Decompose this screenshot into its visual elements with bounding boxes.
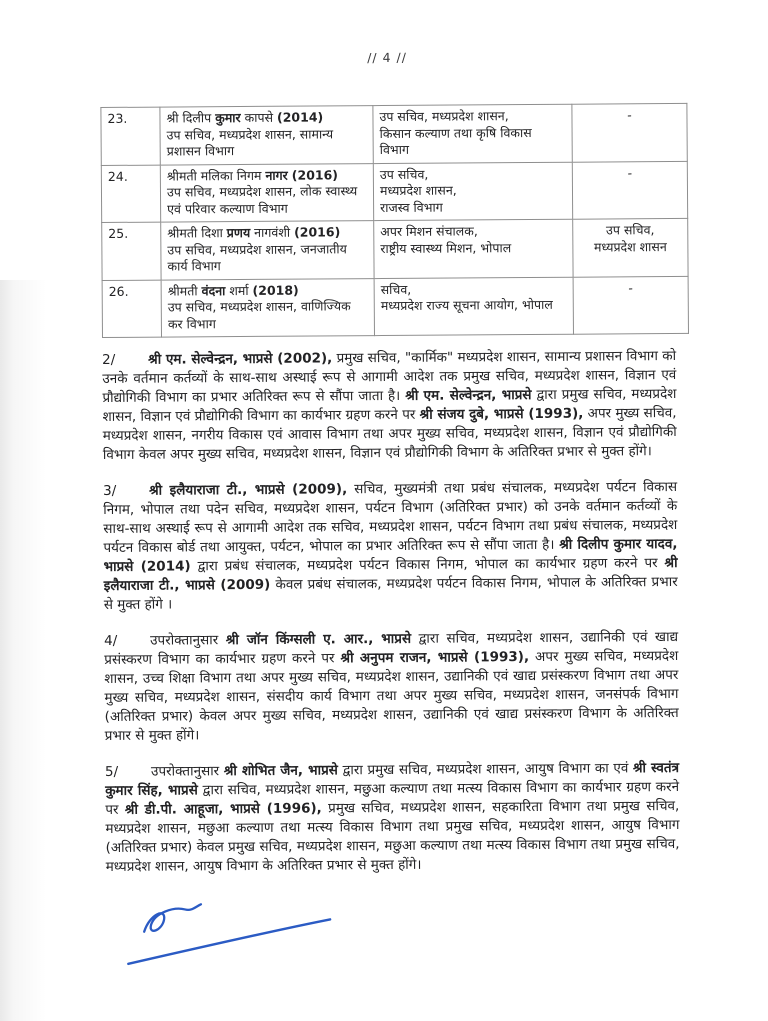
remark-cell: - bbox=[572, 161, 687, 219]
officer-designation: उप सचिव, मध्यप्रदेश शासन, सामान्य प्रशासन विभाग bbox=[166, 125, 334, 159]
table-row bbox=[101, 161, 687, 223]
signature-loop bbox=[144, 904, 201, 931]
officer-cell bbox=[161, 278, 374, 337]
officer-name: श्री दिलीप कुमार कापसे (2014) bbox=[166, 109, 324, 126]
serial-number-cell: 23. bbox=[101, 107, 160, 165]
officer-cell bbox=[160, 106, 373, 165]
page-edge-shadow bbox=[0, 280, 46, 1021]
signature-scribble bbox=[122, 892, 348, 972]
officer-table bbox=[100, 103, 689, 338]
serial-number-cell: 25. bbox=[102, 222, 161, 280]
paragraph-text: श्री इलैयाराजा टी., भाप्रसे (2009), सचिव, मुख्यमंत्री तथा प्रबंध संचालक, मध्यप्रदेश पर्यटन विकास निगम, भोपाल तथा पदेन सचिव, मध्यप्रदेश शासन, पर्यटन विभाग (अतिरिक्त प्रभार) को उनके वर्तमान कर्तव्यों के साथ-साथ अस्थाई रूप से आगामी आदेश तक सचिव, मध्यप्रदेश शासन, पर्यटन विभाग तथा प्रबंध संचालक, मध्यप्रदेश पर्यटन विकास बोर्ड तथा आयुक्त, पर्यटन, भोपाल का प्रभार अतिरिक्त रूप से सौंपा जाता है। श्री दिलीप कुमार यादव, भाप्रसे (2014) द्वारा प्रबंध संचालक, मध्यप्रदेश पर्यटन विकास निगम, भोपाल का कार्यभार ग्रहण करने पर श्री इलैयाराजा टी., भाप्रसे (2009) केवल प्रबंध संचालक, मध्यप्रदेश पर्यटन विकास निगम, भोपाल के अतिरिक्त प्रभार से मुक्त होंगे । bbox=[103, 478, 678, 613]
officer-designation: उप सचिव, मध्यप्रदेश शासन, वाणिज्यिक कर विभाग bbox=[167, 298, 351, 332]
table-row bbox=[102, 218, 688, 280]
table-row bbox=[101, 103, 687, 165]
signature-underline bbox=[128, 919, 330, 963]
officer-cell bbox=[160, 163, 373, 222]
new-posting-cell: उप सचिव, मध्यप्रदेश शासन, राजस्व विभाग bbox=[373, 162, 572, 221]
table-row bbox=[102, 276, 688, 338]
officer-name: श्रीमती मलिका निगम नागर (2016) bbox=[166, 166, 339, 184]
paragraph-3 bbox=[103, 478, 678, 615]
new-posting-cell: सचिव, मध्यप्रदेश राज्य सूचना आयोग, भोपाल bbox=[374, 277, 573, 336]
officer-designation: उप सचिव, मध्यप्रदेश शासन, जनजातीय कार्य विभाग bbox=[167, 240, 347, 274]
page-number: // 4 // bbox=[367, 49, 407, 66]
new-posting-cell: उप सचिव, मध्यप्रदेश शासन, किसान कल्याण तथा कृषि विकास विभाग bbox=[373, 104, 572, 163]
paragraph-4 bbox=[104, 628, 679, 746]
new-posting-cell: अपर मिशन संचालक, राष्ट्रीय स्वास्थ्य मिशन, भोपाल bbox=[374, 219, 573, 278]
remark-cell: - bbox=[572, 103, 687, 161]
paragraph-5 bbox=[105, 759, 680, 877]
officer-name: श्रीमती दिशा प्रणय नागवंशी (2016) bbox=[167, 224, 341, 241]
paragraph-text: श्री एम. सेल्वेन्द्रन, भाप्रसे (2002), प्रमुख सचिव, "कार्मिक" मध्यप्रदेश शासन, सामान्य प्रशासन विभाग को उनके वर्तमान कर्तव्यों के साथ-साथ अस्थाई रूप से आगामी आदेश तक प्रमुख सचिव, मध्यप्रदेश शासन, विज्ञान एवं प्रौद्योगिकी विभाग का प्रभार अतिरिक्त रूप से सौंपा जाता है। श्री एम. सेल्वेन्द्रन, भाप्रसे द्वारा प्रमुख सचिव, मध्यप्रदेश शासन, विज्ञान एवं प्रौद्योगिकी विभाग का कार्यभार ग्रहण करने पर श्री संजय दुबे, भाप्रसे (1993), अपर मुख्य सचिव, मध्यप्रदेश शासन, नगरीय विकास एवं आवास विभाग तथा अपर मुख्य सचिव, मध्यप्रदेश शासन, विज्ञान एवं प्रौद्योगिकी विभाग केवल अपर मुख्य सचिव, मध्यप्रदेश शासन, विज्ञान एवं प्रौद्योगिकी विभाग के अतिरिक्त प्रभार से मुक्त होंगे। bbox=[102, 347, 677, 463]
paragraph-text: उपरोक्तानुसार श्री शोभित जैन, भाप्रसे द्वारा प्रमुख सचिव, मध्यप्रदेश शासन, आयुष विभाग का एवं श्री स्वतंत्र कुमार सिंह, भाप्रसे द्वारा सचिव, मध्यप्रदेश शासन, मछुआ कल्याण तथा मत्स्य विकास विभाग का कार्यभार ग्रहण करने पर श्री डी.पी. आहूजा, भाप्रसे (1996), प्रमुख सचिव, मध्यप्रदेश शासन, सहकारिता विभाग तथा प्रमुख सचिव, मध्यप्रदेश शासन, मछुआ कल्याण तथा मत्स्य विकास विभाग तथा प्रमुख सचिव, मध्यप्रदेश शासन, आयुष विभाग (अतिरिक्त प्रभार) केवल प्रमुख सचिव, मध्यप्रदेश शासन, मछुआ कल्याण तथा मत्स्य विकास विभाग तथा प्रमुख सचिव, मध्यप्रदेश शासन, आयुष विभाग के अतिरिक्त प्रभार से मुक्त होंगे। bbox=[105, 759, 680, 875]
paragraph-number: 4/ bbox=[104, 632, 118, 649]
officer-name: श्रीमती वंदना शर्मा (2018) bbox=[167, 282, 299, 299]
serial-number-cell: 26. bbox=[102, 280, 161, 338]
officer-cell bbox=[161, 221, 374, 280]
remark-cell: - bbox=[573, 276, 688, 334]
remark-cell: उप सचिव, मध्यप्रदेश शासन bbox=[573, 218, 688, 276]
serial-number-cell: 24. bbox=[101, 165, 160, 223]
document-page bbox=[100, 48, 680, 972]
order-paragraphs bbox=[102, 347, 680, 877]
paragraph-number: 3/ bbox=[103, 482, 117, 499]
paragraph-2 bbox=[102, 347, 677, 465]
paragraph-text: उपरोक्तानुसार श्री जॉन किंग्सली ए. आर., भाप्रसे द्वारा सचिव, मध्यप्रदेश शासन, उद्यानिकी एवं खाद्य प्रसंस्करण विभाग का कार्यभार ग्रहण करने पर श्री अनुपम राजन, भाप्रसे (1993), अपर मुख्य सचिव, मध्यप्रदेश शासन, उच्च शिक्षा विभाग तथा अपर मुख्य सचिव, मध्यप्रदेश शासन, उद्यानिकी एवं खाद्य प्रसंस्करण विभाग तथा अपर मुख्य सचिव, मध्यप्रदेश शासन, संसदीय कार्य विभाग तथा अपर मुख्य सचिव, मध्यप्रदेश शासन, जनसंपर्क विभाग (अतिरिक्त प्रभार) केवल अपर मुख्य सचिव, मध्यप्रदेश शासन, उद्यानिकी एवं खाद्य प्रसंस्करण विभाग के अतिरिक्त प्रभार से मुक्त होंगे। bbox=[104, 628, 679, 744]
paragraph-number: 2/ bbox=[102, 351, 116, 368]
officer-designation: उप सचिव, मध्यप्रदेश शासन, लोक स्वास्थ्य एवं परिवार कल्याण विभाग bbox=[166, 183, 358, 217]
paragraph-number: 5/ bbox=[104, 763, 119, 780]
